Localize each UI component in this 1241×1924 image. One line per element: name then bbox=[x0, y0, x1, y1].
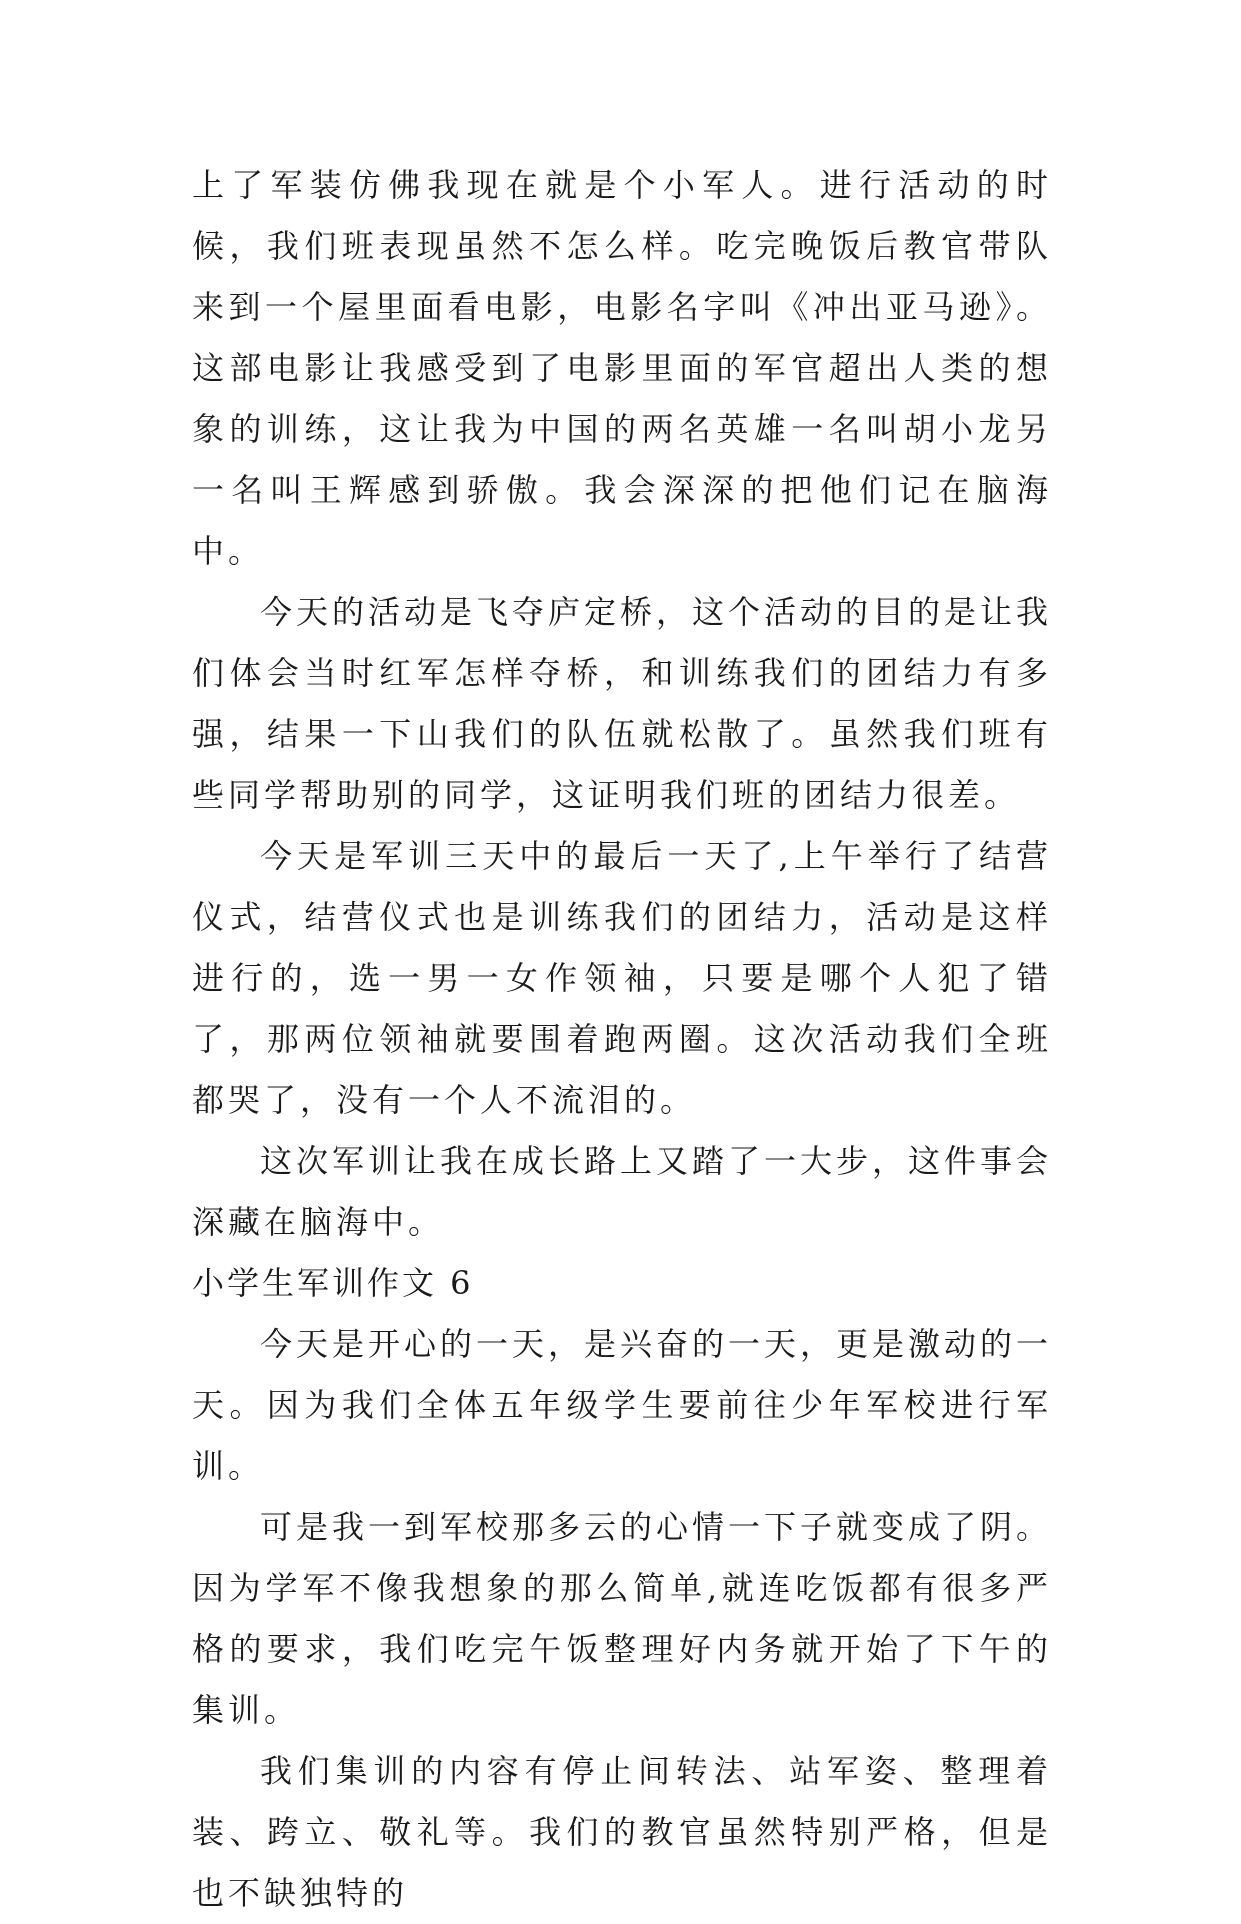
paragraph-1: 上了军装仿佛我现在就是个小军人。进行活动的时候，我们班表现虽然不怎么样。吃完晚饭后教官带队来到一个屋里面看电影，电影名字叫《冲出亚马逊》。这部电影让我感受到了电影里面的军官超出人类的想象的训练，这让我为中国的两名英雄一名叫胡小龙另一名叫王辉感到骄傲。我会深深的把他们记在脑海中。 bbox=[192, 166, 1052, 570]
paragraph-7: 我们集训的内容有停止间转法、站军姿、整理着装、跨立、敬礼等。我们的教官虽然特别严格，但是也不缺独特的 bbox=[192, 1752, 1052, 1912]
document-body bbox=[192, 155, 1052, 1924]
paragraph-2: 今天的活动是飞夺庐定桥，这个活动的目的是让我们体会当时红军怎样夺桥，和训练我们的团结力有多强，结果一下山我们的队伍就松散了。虽然我们班有些同学帮助别的同学，这证明我们班的团结力很差。 bbox=[192, 593, 1053, 814]
paragraph-4: 这次军训让我在成长路上又踏了一大步，这件事会深藏在脑海中。 bbox=[192, 1142, 1053, 1241]
paragraph-5: 今天是开心的一天，是兴奋的一天，更是激动的一天。因为我们全体五年级学生要前往少年军校进行军训。 bbox=[192, 1325, 1053, 1485]
paragraph-6: 可是我一到军校那多云的心情一下子就变成了阴。因为学军不像我想象的那么简单,就连吃饭都有很多严格的要求，我们吃完午饭整理好内务就开始了下午的集训。 bbox=[192, 1508, 1053, 1729]
paragraph-3: 今天是军训三天中的最后一天了,上午举行了结营仪式，结营仪式也是训练我们的团结力，活动是这样进行的，选一男一女作领袖，只要是哪个人犯了错了，那两位领袖就要围着跑两圈。这次活动我们全班都哭了，没有一个人不流泪的。 bbox=[192, 837, 1052, 1119]
section-heading: 小学生军训作文 6 bbox=[192, 1264, 474, 1302]
